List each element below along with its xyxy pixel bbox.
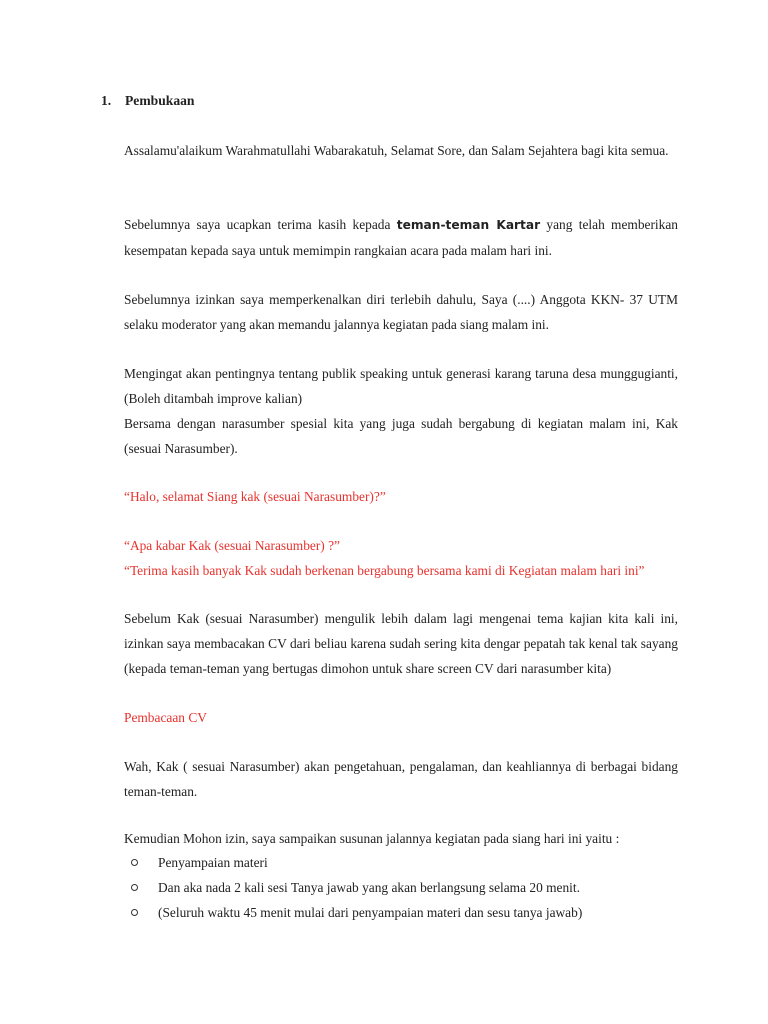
agenda-item-text: Dan aka nada 2 kali sesi Tanya jawab yang akan berlangsung selama 20 menit. bbox=[158, 880, 580, 895]
paragraph-introduction bbox=[124, 287, 678, 337]
quote-block bbox=[124, 533, 678, 583]
paragraph-expertise bbox=[124, 754, 678, 804]
section-number: 1. bbox=[101, 93, 112, 108]
paragraph-agenda-intro bbox=[124, 826, 678, 851]
cv-reading-label bbox=[124, 705, 678, 730]
thanks-bold-name: teman-teman Kartar bbox=[396, 218, 541, 232]
quote-how-are-you: “Apa kabar Kak (sesuai Narasumber) ?” bbox=[124, 538, 341, 553]
agenda-list bbox=[131, 850, 691, 925]
introduction-text: Sebelumnya izinkan saya memperkenalkan diri terlebih dahulu, Saya (....) Anggota KKN- 37 UTM selaku moderator yang akan memandu jalannya kegiatan pada siang malam ini. bbox=[124, 292, 678, 332]
paragraph-thanks bbox=[124, 212, 678, 263]
thanks-text-end: yang telah memberikan kesempatan kepada saya untuk memimpin rangkaian acara pada malam hari ini. bbox=[124, 217, 678, 258]
paragraph-cv-intro bbox=[124, 606, 678, 681]
cv-intro-text: Sebelum Kak (sesuai Narasumber) mengulik lebih dalam lagi mengenai tema kajian kita kali ini, izinkan saya membacakan CV dari beliau karena sudah sering kita dengar pepatah tak kenal tak sayang (kepada teman-teman yang bertugas dimohon untuk share screen CV dari narasumber kita) bbox=[124, 611, 678, 676]
quote-thank-you: “Terima kasih banyak Kak sudah berkenan bergabung bersama kami di Kegiatan malam hari ini” bbox=[124, 563, 645, 578]
agenda-item-text: Penyampaian materi bbox=[158, 855, 268, 870]
greeting-text: Assalamu'alaikum Warahmatullahi Wabarakatuh, Selamat Sore, dan Salam Sejahtera bagi kita semua. bbox=[124, 143, 669, 158]
topic-text: Mengingat akan pentingnya tentang publik speaking untuk generasi karang taruna desa munggugianti, (Boleh ditambah improve kalian) bbox=[124, 366, 678, 406]
paragraph-greeting bbox=[124, 138, 678, 163]
circle-bullet-icon bbox=[131, 884, 138, 891]
agenda-intro-text: Kemudian Mohon izin, saya sampaikan susunan jalannya kegiatan pada siang hari ini yaitu : bbox=[124, 831, 620, 846]
thanks-text-start: Sebelumnya saya ucapkan terima kasih kepada bbox=[124, 217, 397, 232]
cv-reading-text: Pembacaan CV bbox=[124, 710, 207, 725]
section-heading bbox=[101, 92, 195, 110]
speaker-intro-text: Bersama dengan narasumber spesial kita yang juga sudah bergabung di kegiatan malam ini, Kak (sesuai Narasumber). bbox=[124, 416, 678, 456]
list-item bbox=[131, 850, 691, 875]
circle-bullet-icon bbox=[131, 909, 138, 916]
quote-greeting bbox=[124, 484, 678, 509]
list-item bbox=[131, 900, 691, 925]
paragraph-topic bbox=[124, 361, 678, 461]
list-item bbox=[131, 875, 691, 900]
section-title: Pembukaan bbox=[125, 93, 195, 108]
expertise-text: Wah, Kak ( sesuai Narasumber) akan pengetahuan, pengalaman, dan keahliannya di berbagai bidang teman-teman. bbox=[124, 759, 678, 799]
agenda-item-text: (Seluruh waktu 45 menit mulai dari penyampaian materi dan sesu tanya jawab) bbox=[158, 905, 583, 920]
circle-bullet-icon bbox=[131, 859, 138, 866]
quote-greeting-text: “Halo, selamat Siang kak (sesuai Narasumber)?” bbox=[124, 489, 386, 504]
